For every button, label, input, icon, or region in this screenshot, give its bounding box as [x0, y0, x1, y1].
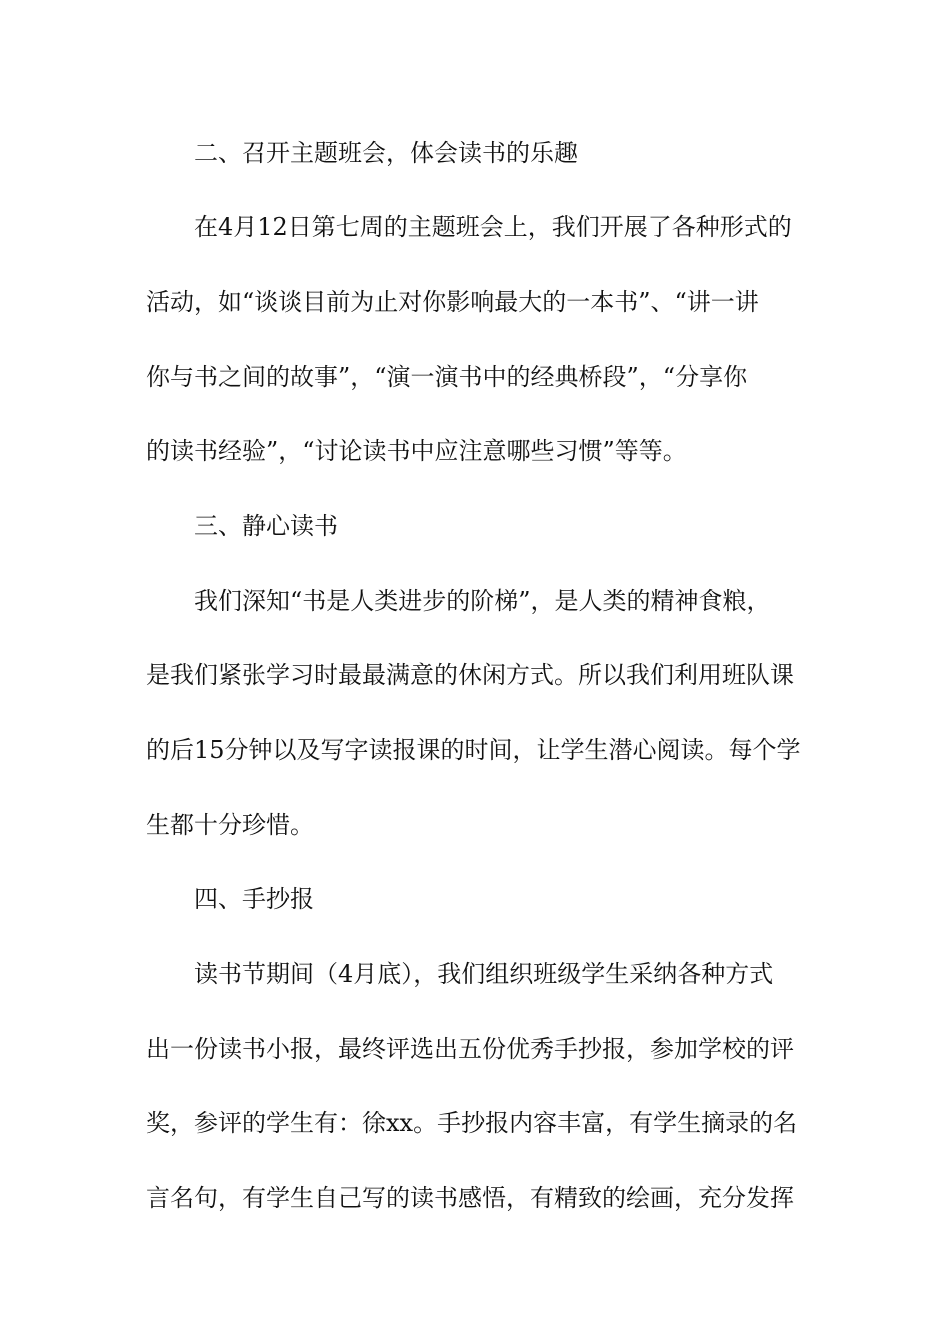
paragraph-line: 在4月12日第七周的主题班会上，我们开展了各种形式的 [194, 213, 792, 241]
paragraph-line: 言名句，有学生自己写的读书感悟，有精致的绘画，充分发挥 [146, 1184, 794, 1212]
paragraph-line: 我们深知“书是人类进步的阶梯”，是人类的精神食粮， [194, 587, 771, 615]
paragraph-line: 的后15分钟以及写字读报课的时间，让学生潜心阅读。每个学 [146, 736, 801, 764]
paragraph-line: 奖，参评的学生有：徐xx。手抄报内容丰富，有学生摘录的名 [146, 1109, 798, 1137]
section-heading-quiet-reading: 三、静心读书 [194, 512, 338, 540]
section-heading-handwritten-newspaper: 四、手抄报 [194, 885, 314, 913]
paragraph-line: 读书节期间（4月底），我们组织班级学生采纳各种方式 [194, 960, 774, 988]
paragraph-line: 你与书之间的故事”，“演一演书中的经典桥段”，“分享你 [146, 363, 748, 391]
paragraph-line: 出一份读书小报，最终评选出五份优秀手抄报，参加学校的评 [146, 1035, 794, 1063]
paragraph-line: 活动，如“谈谈目前为止对你影响最大的一本书”、“讲一讲 [146, 288, 759, 316]
paragraph-line: 的读书经验”，“讨论读书中应注意哪些习惯”等等。 [146, 437, 687, 465]
section-heading-theme-meeting: 二、召开主题班会，体会读书的乐趣 [194, 139, 578, 167]
paragraph-line: 生都十分珍惜。 [146, 811, 314, 839]
paragraph-line: 是我们紧张学习时最最满意的休闲方式。所以我们利用班队课 [146, 661, 794, 689]
